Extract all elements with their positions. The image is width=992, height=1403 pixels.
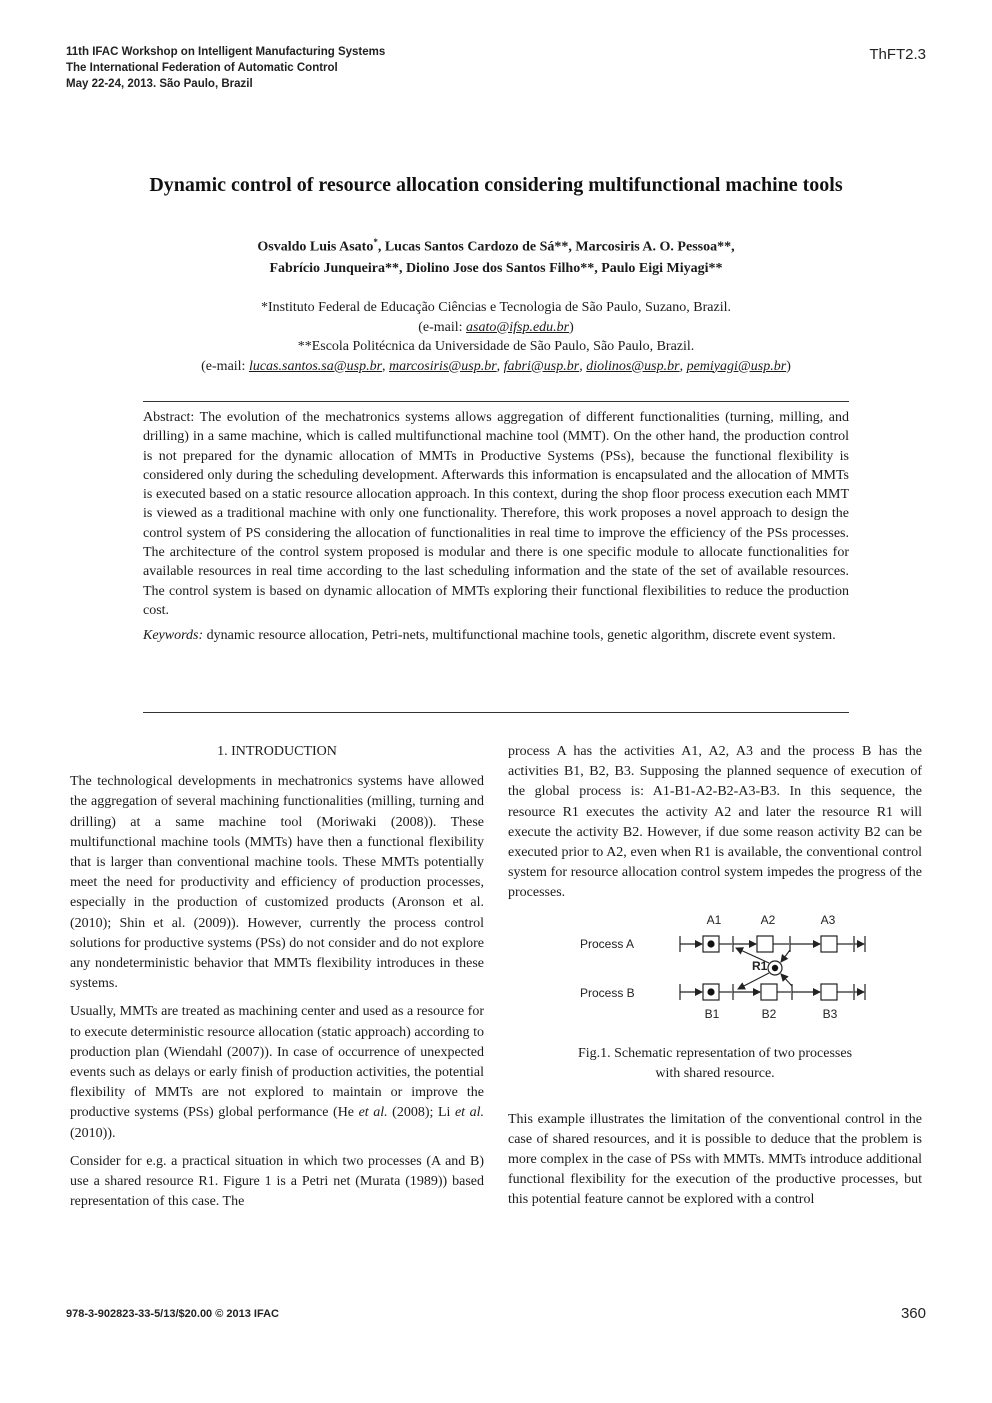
keywords — [143, 626, 849, 645]
petri-net-figure — [508, 912, 922, 1036]
email-suffix: ) — [786, 358, 791, 374]
email-suffix: ) — [569, 319, 574, 335]
token-a1 — [707, 940, 714, 947]
paragraph-text: Usually, MMTs are treated as machining center and used as a resource for to execute deterministic resource allocation (static approach) according to production plan (Wiendahl (2007)). In case of occurrence of unexpected events such as delays or early finish of production activities, the potential flexibility of MMTs are not explored to maintain or improve the productive systems (PSs) global performance (He — [70, 1004, 484, 1121]
email-link[interactable]: diolinos@usp.br — [586, 358, 680, 374]
abstract-section — [143, 401, 849, 713]
place-a3 — [821, 936, 837, 952]
email-separator: , — [382, 358, 390, 374]
keywords-list: dynamic resource allocation, Petri-nets, multifunctional machine tools, genetic algorithm, discrete event system. — [203, 628, 836, 644]
paragraph — [70, 1002, 484, 1143]
author-superscript: * — [373, 237, 378, 247]
affiliation-1: *Instituto Federal de Educação Ciências e Tecnologia de São Paulo, Suzano, Brazil. — [261, 300, 731, 315]
email-link[interactable]: fabri@usp.br — [503, 358, 580, 374]
paragraph: The technological developments in mechatronics systems have allowed the aggregation of several machining functionalities (milling, turning and drilling) at a same machine tool (Moriwaki (2008)). These multifunctional machine tools (MMTs) have then a functional flexibility that is larger than conventional machine tools. These MMTs potentially meet the need for productivity and efficiency of production processes, especially in the production of customized products (Aronson et al. (2010); Shin et al. (2009)). However, currently the process control solutions for productive systems (PSs) do not consider and do not explore any nondeterministic behavior that MMTs flexibility introduces in these systems. — [70, 774, 484, 992]
label-a3: A3 — [820, 912, 836, 927]
email-link[interactable]: marcosiris@usp.br — [389, 358, 497, 374]
keywords-label: Keywords: — [143, 628, 204, 644]
label-b1: B1 — [704, 1006, 720, 1021]
author-line-1-a: Osvaldo Luis Asato — [257, 239, 374, 255]
abstract-text: Abstract: The evolution of the mechatronics systems allows aggregation of different functionalities (turning, milling, and drilling) in a same machine, which is called multifunctional machine tool (MMT). On the other hand, the production control is not prepared for the dynamic allocation of MMTs in Productive Systems (PSs), because the functional flexibility is considered only during the scheduling development. Afterwards this information is encapsulated and the allocation of MMTs is executed based on a static resource allocation approach. In this context, during the shop floor process execution each MMT is viewed as a traditional machine with only one functionality. Therefore, this work proposes a novel approach to design the control system of PS considering the allocation of functionalities in real time to improve the efficiency of the PSs processes. The architecture of the control system proposed is modular and there is one specific module to allocate functionalities for available resources in real time according to the last scheduling information and the state of the set of available resources. The control system is based on dynamic allocation of MMTs exploring their functional flexibilities to reduce the production cost. — [143, 410, 849, 618]
place-a2 — [757, 936, 773, 952]
author-line-1 — [0, 232, 992, 258]
affiliations — [0, 298, 992, 376]
email-separator: , — [579, 358, 587, 374]
figure-caption-line-2: with shared resource. — [655, 1065, 775, 1081]
right-column — [508, 742, 922, 1219]
affiliation-2-email-line — [0, 357, 992, 377]
email-prefix: (e-mail: — [418, 319, 467, 335]
label-r1: R1 — [752, 958, 768, 973]
label-a1: A1 — [706, 912, 722, 927]
token-b1 — [707, 988, 714, 995]
section-heading-introduction: 1. INTRODUCTION — [217, 744, 337, 759]
header-line-2: The International Federation of Automatic Control — [66, 62, 338, 74]
page-number: 360 — [900, 1305, 926, 1322]
header-line-3: May 22-24, 2013. São Paulo, Brazil — [66, 78, 253, 90]
author-line-2: Fabrício Junqueira**, Diolino Jose dos Santos Filho**, Paulo Eigi Miyagi** — [269, 260, 723, 276]
paragraph-text: (2010)). — [70, 1125, 116, 1141]
figure-caption — [508, 1044, 922, 1084]
email-separator: , — [679, 358, 687, 374]
email-separator: , — [496, 358, 504, 374]
email-prefix: (e-mail: — [201, 358, 249, 374]
session-code: ThFT2.3 — [869, 46, 926, 63]
paragraph: This example illustrates the limitation of the conventional control in the case of shared resources, and it is possible to deduce that the problem is more complex in the case of PSs with MMTs. MMTs introduce additional functional flexibility for the execution of the productive processes, but this potential feature cannot be explored with a control — [508, 1111, 922, 1208]
figure-caption-line-1: Fig.1. Schematic representation of two processes — [577, 1045, 853, 1061]
conference-header — [66, 44, 385, 92]
arc-release-b — [781, 974, 792, 986]
left-column — [70, 742, 484, 1220]
citation-etal: et al. — [358, 1105, 388, 1121]
header-line-1: 11th IFAC Workshop on Intelligent Manufacturing Systems — [66, 46, 386, 58]
place-b2 — [761, 984, 777, 1000]
label-a2: A2 — [760, 912, 776, 927]
affiliation-1-email-line — [0, 318, 992, 338]
email-link[interactable]: pemiyagi@usp.br — [686, 358, 787, 374]
isbn-footer: 978-3-902823-33-5/13/$20.00 © 2013 IFAC — [66, 1308, 279, 1320]
label-b2: B2 — [761, 1006, 777, 1021]
arc-release-a — [781, 950, 790, 962]
label-process-a: Process A — [580, 936, 635, 951]
label-b3: B3 — [822, 1006, 838, 1021]
paper-title: Dynamic control of resource allocation considering multifunctional machine tools — [149, 174, 843, 196]
author-line-1-b: , Lucas Santos Cardozo de Sá**, Marcosiris A. O. Pessoa**, — [377, 239, 735, 255]
email-link[interactable]: asato@ifsp.edu.br — [466, 319, 570, 335]
place-b3 — [821, 984, 837, 1000]
paragraph: Consider for e.g. a practical situation in which two processes (A and B) use a shared resource R1. Figure 1 is a Petri net (Murata (1989)) based representation of this case. The — [70, 1153, 484, 1210]
label-process-b: Process B — [580, 985, 635, 1000]
affiliation-2: **Escola Politécnica da Universidade de São Paulo, São Paulo, Brazil. — [297, 339, 695, 354]
citation-etal: et al. — [454, 1105, 484, 1121]
paragraph: process A has the activities A1, A2, A3 and the process B has the activities B1, B2, B3. Supposing the planned sequence of execution of the global process is: A1-B1-A2-B2-A3-B3. In this sequence, the resource R1 executes the activity A2 and later the resource R1 will execute the activity B2. However, if due some reason activity B2 can be executed prior to A2, even when R1 is available, the conventional control system for resource allocation control system impedes the progress of the processes. — [508, 744, 922, 901]
author-list — [0, 232, 992, 279]
email-link[interactable]: lucas.santos.sa@usp.br — [248, 358, 383, 374]
paragraph-text: (2008); Li — [387, 1105, 455, 1121]
token-r1 — [772, 964, 778, 970]
